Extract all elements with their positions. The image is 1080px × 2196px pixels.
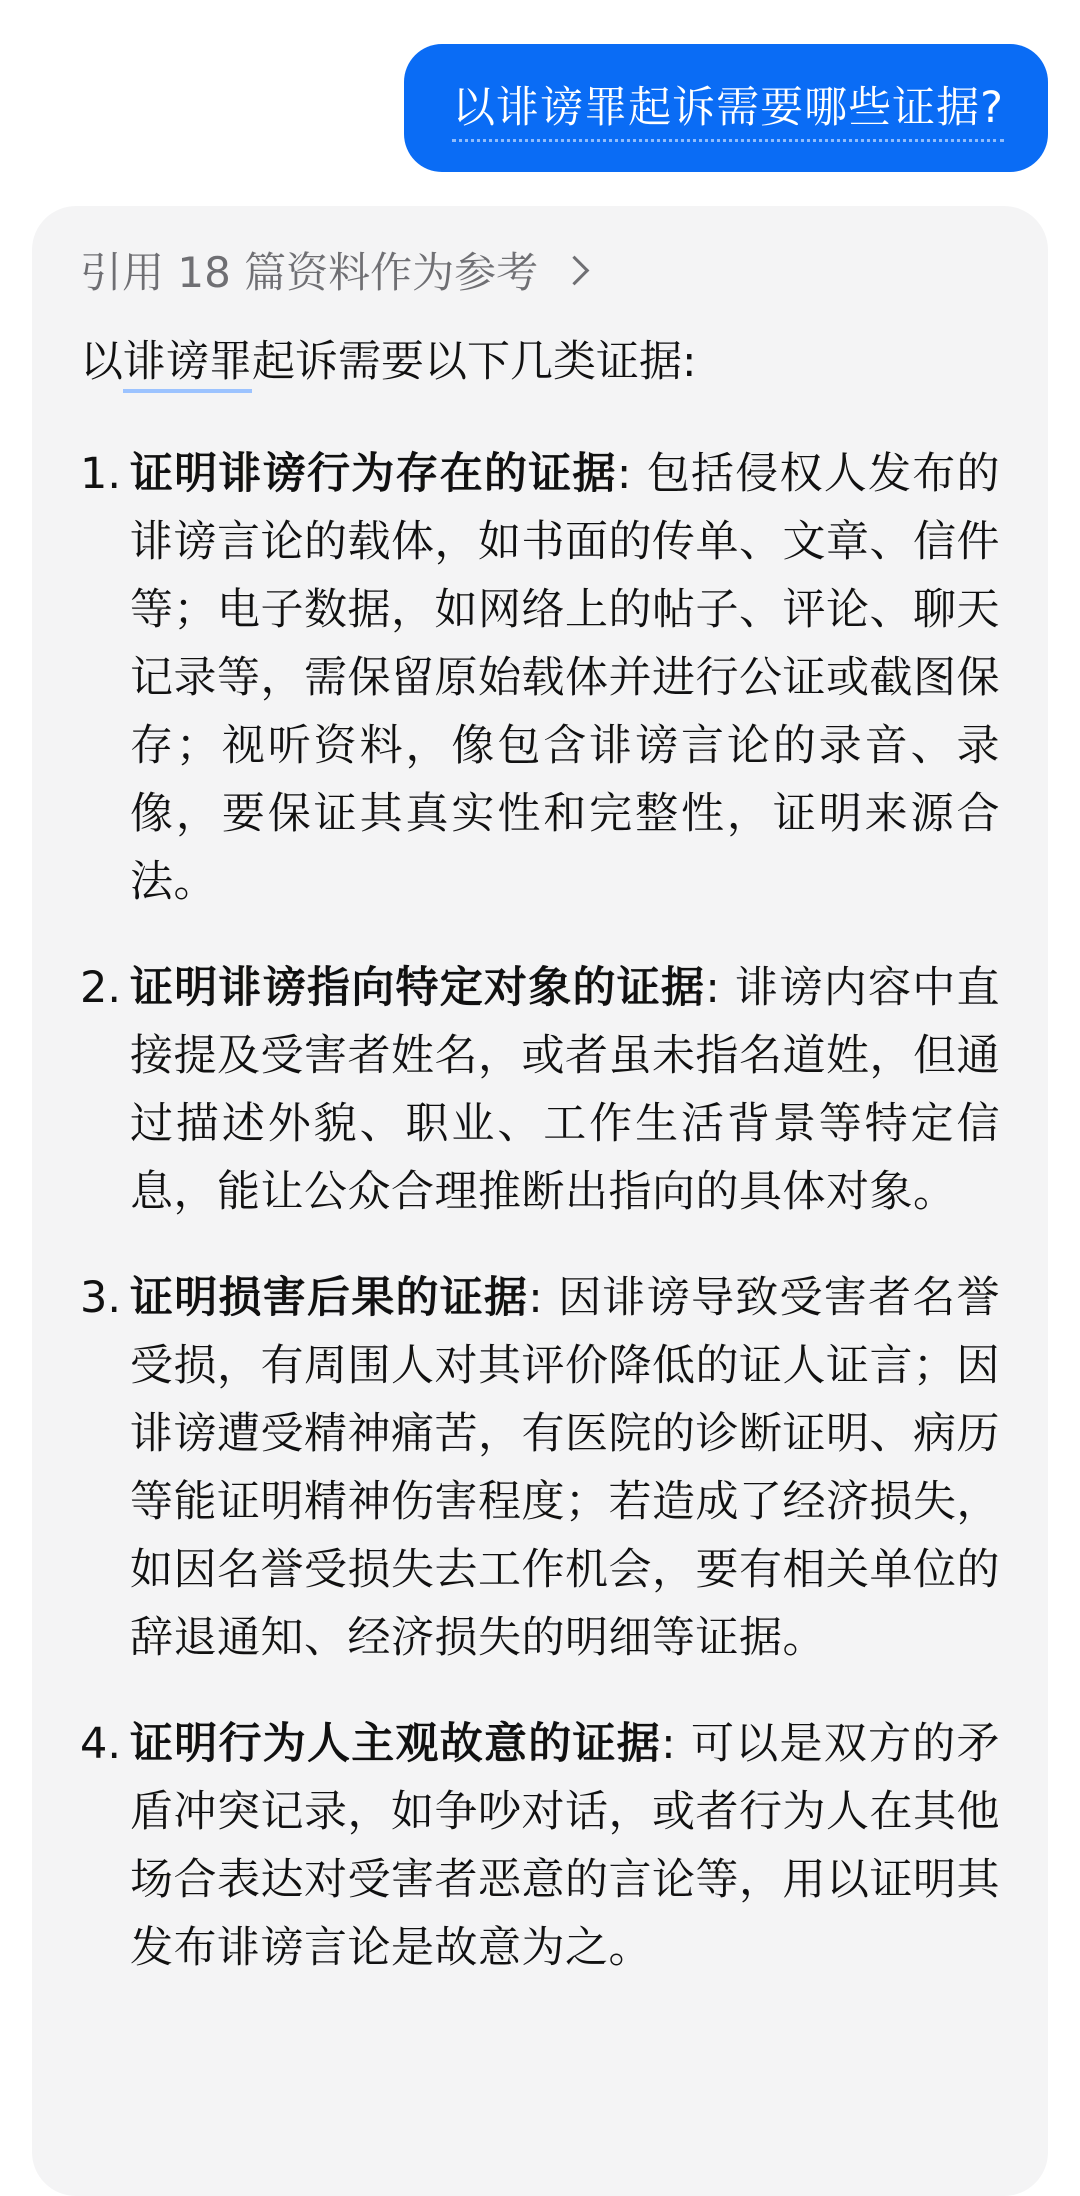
list-item-body (130, 1710, 1000, 1982)
list-item (80, 954, 1000, 1226)
assistant-answer-card (32, 206, 1048, 2196)
user-message-text: 以诽谤罪起诉需要哪些证据? (452, 74, 1004, 142)
intro-prefix: 以 (80, 337, 123, 387)
evidence-list (80, 440, 1000, 1982)
intro-suffix: 起诉需要以下几类证据: (252, 337, 697, 387)
list-item-body (130, 1264, 1000, 1672)
answer-intro (80, 328, 1000, 396)
list-item-body (130, 440, 1000, 916)
list-item-text: : 因诽谤导致受害者名誉受损，有周围人对其评价降低的证人证言；因诽谤遭受精神痛苦，有医院的诊断证明、病历等能证明精神伤害程度；若造成了经济损失，如因名誉受损失去工作机会，要有相关单位的辞退通知、经济损失的明细等证据。 (130, 1273, 1001, 1663)
list-item (80, 1264, 1000, 1672)
list-item-body (130, 954, 1000, 1226)
chevron-right-icon (560, 254, 592, 286)
list-item (80, 440, 1000, 916)
list-item-number: 2. (80, 963, 122, 1013)
list-item-number: 3. (80, 1273, 122, 1323)
list-item-text: : 诽谤内容中直接提及受害者姓名，或者虽未指名道姓，但通过描述外貌、职业、工作生活背景等特定信息，能让公众合理推断出指向的具体对象。 (130, 963, 1001, 1217)
references-label: 引用 18 篇资料作为参考 (80, 248, 539, 297)
list-item-number: 1. (80, 449, 122, 499)
references-button[interactable] (80, 238, 1000, 302)
list-item-number: 4. (80, 1719, 122, 1769)
list-item-text: : 包括侵权人发布的诽谤言论的载体，如书面的传单、文章、信件等；电子数据，如网络上的帖子、评论、聊天记录等，需保留原始载体并进行公证或截图保存；视听资料，像包含诽谤言论的录音、录像，要保证其真实性和完整性，证明来源合法。 (130, 449, 1001, 907)
list-item-title: 证明诽谤指向特定对象的证据 (130, 963, 706, 1013)
list-item (80, 1710, 1000, 1982)
user-message-bubble (404, 44, 1048, 172)
intro-keyword-link[interactable]: 诽谤罪 (123, 337, 252, 393)
list-item-text: : 可以是双方的矛盾冲突记录，如争吵对话，或者行为人在其他场合表达对受害者恶意的言论等，用以证明其发布诽谤言论是故意为之。 (130, 1719, 1001, 1973)
list-item-title: 证明损害后果的证据 (130, 1273, 529, 1323)
list-item-title: 证明诽谤行为存在的证据 (130, 449, 617, 499)
list-item-title: 证明行为人主观故意的证据 (130, 1719, 662, 1769)
